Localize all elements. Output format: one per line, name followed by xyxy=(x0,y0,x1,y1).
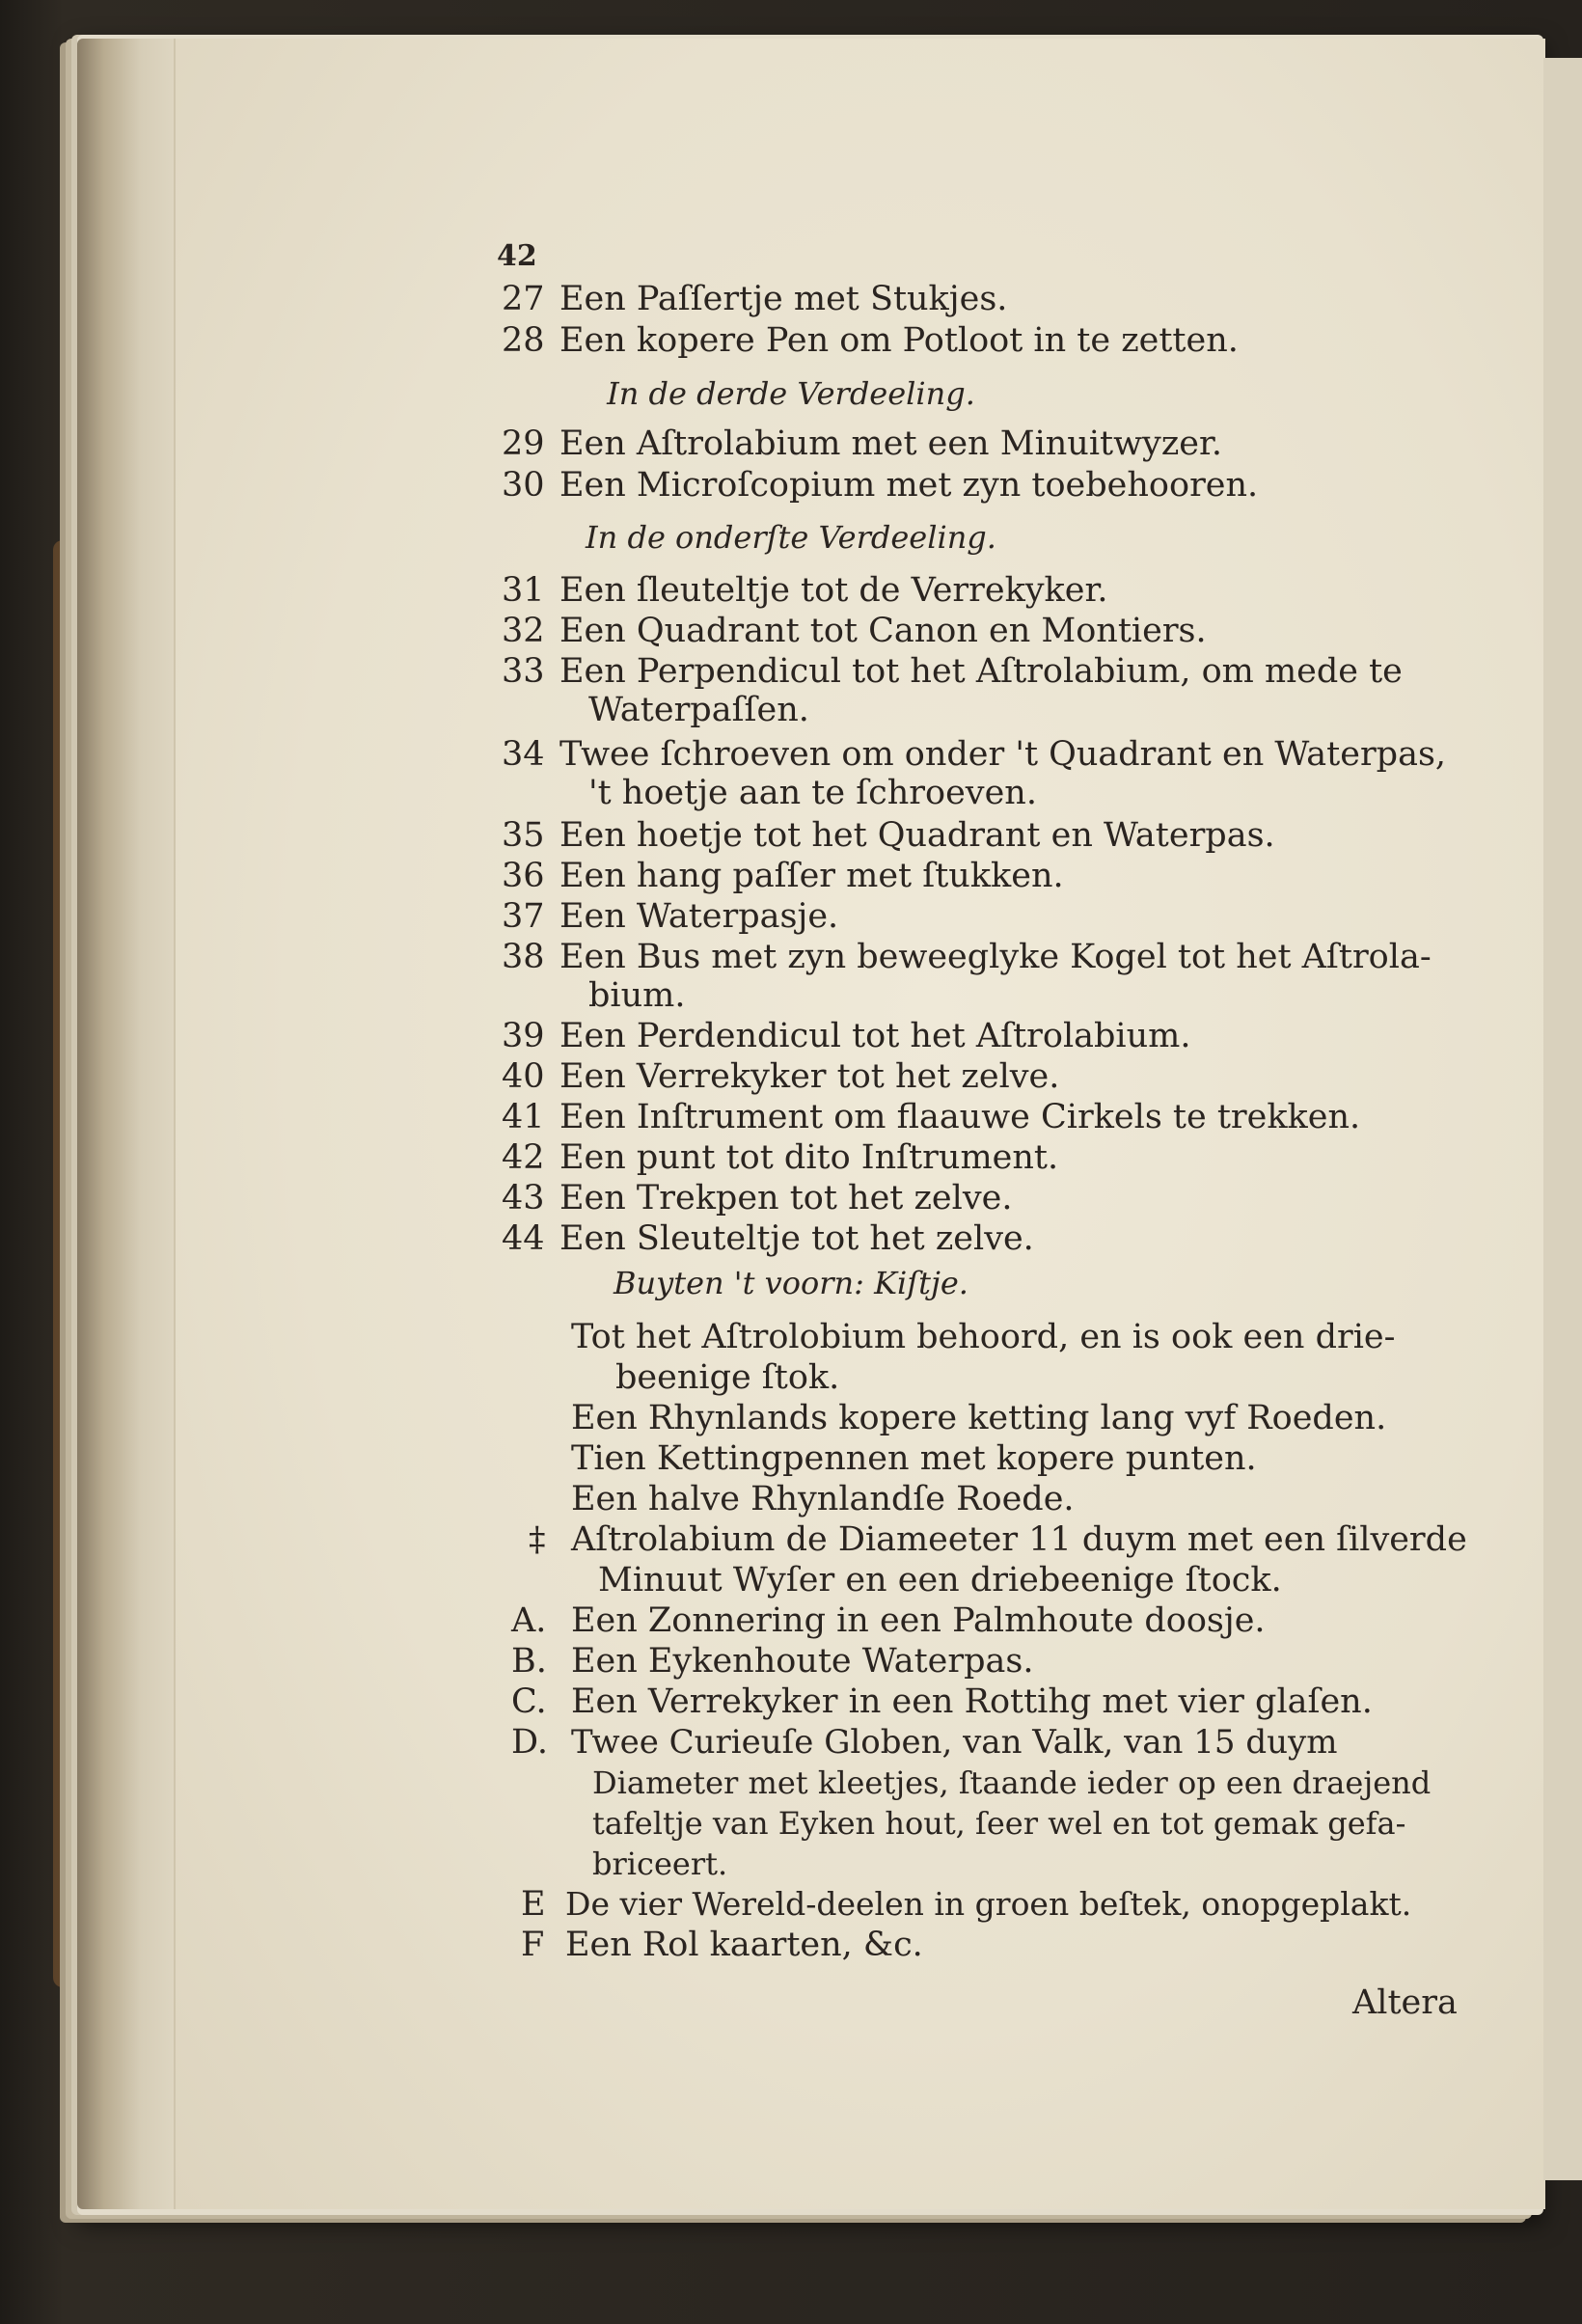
text-line: Tot het Aſtrolobium behoord, en is ook een drie- xyxy=(571,1318,1396,1356)
item-text-continuation: tafeltje van Eyken hout, ſeer wel en tot gemak gefa- xyxy=(592,1805,1406,1842)
item-number: 28 xyxy=(502,321,545,360)
item-text-continuation: bium. xyxy=(588,976,686,1015)
item-text: Een Zonnering in een Palmhoute doosje. xyxy=(571,1601,1266,1640)
item-text: Een Paſſertje met Stukjes. xyxy=(559,280,1008,318)
item-text: Een Waterpasje. xyxy=(559,897,839,936)
item-text: Een Aſtrolabium met een Minuitwyzer. xyxy=(559,424,1222,463)
item-number: 41 xyxy=(502,1098,545,1136)
catchword: Altera xyxy=(1352,1983,1458,2022)
item-text-continuation: 't hoetje aan te ſchroeven. xyxy=(588,774,1037,812)
item-text: De vier Wereld-deelen in groen beſtek, onopgeplakt. xyxy=(565,1885,1412,1923)
item-number: 34 xyxy=(502,735,545,774)
item-mark: E xyxy=(521,1885,546,1924)
item-text: Een kopere Pen om Potloot in te zetten. xyxy=(559,321,1239,360)
item-text: Een Trekpen tot het zelve. xyxy=(559,1179,1013,1217)
item-number: 33 xyxy=(502,652,545,691)
item-text: Een Bus met zyn beweeglyke Kogel tot het Aſtrola- xyxy=(559,938,1432,976)
item-text: Een Rol kaarten, &c. xyxy=(565,1926,923,1964)
text-line: Een halve Rhynlandſe Roede. xyxy=(571,1480,1075,1518)
item-number: 43 xyxy=(502,1179,545,1217)
item-number: 37 xyxy=(502,897,545,936)
item-text: Een ſleuteltje tot de Verrekyker. xyxy=(559,571,1108,610)
item-number: 40 xyxy=(502,1057,545,1096)
item-mark: F xyxy=(521,1926,545,1964)
item-number: 32 xyxy=(502,612,545,650)
item-text: Een punt tot dito Inſtrument. xyxy=(559,1138,1059,1177)
item-text: Twee ſchroeven om onder 't Quadrant en Waterpas, xyxy=(559,735,1447,774)
item-text: Een Quadrant tot Canon en Montiers. xyxy=(559,612,1207,650)
item-text: Een Microſcopium met zyn toebehooren. xyxy=(559,466,1259,505)
item-text: Een Inſtrument om flaauwe Cirkels te trekken. xyxy=(559,1098,1361,1136)
item-text: Een hang paſſer met ſtukken. xyxy=(559,857,1064,895)
item-text-continuation: Minuut Wyſer en een driebeenige ſtock. xyxy=(598,1561,1282,1599)
item-number: 35 xyxy=(502,816,545,855)
item-number: 30 xyxy=(502,466,545,505)
text-line: Een Rhynlands kopere ketting lang vyf Roeden. xyxy=(571,1399,1387,1437)
item-number: 39 xyxy=(502,1017,545,1055)
item-text-continuation: Diameter met kleetjes, ſtaande ieder op een draejend xyxy=(592,1764,1432,1801)
item-text: Een Perdendicul tot het Aſtrolabium. xyxy=(559,1017,1191,1055)
item-text: Aſtrolabium de Diameeter 11 duym met een ſilverde xyxy=(571,1520,1467,1559)
item-text-continuation: briceert. xyxy=(592,1846,728,1882)
item-text: Twee Curieuſe Globen, van Valk, van 15 duym xyxy=(571,1723,1338,1762)
item-number: 38 xyxy=(502,938,545,976)
page-number: 42 xyxy=(497,239,537,273)
item-mark: B. xyxy=(511,1642,547,1681)
section-heading: In de onderſte Verdeeling. xyxy=(586,519,996,556)
section-heading: Buyten 't voorn: Kiſtje. xyxy=(614,1265,968,1301)
item-number: 44 xyxy=(502,1219,545,1258)
item-number: 42 xyxy=(502,1138,545,1177)
text-line: beenige ſtok. xyxy=(615,1358,840,1397)
item-mark: D. xyxy=(511,1723,548,1762)
item-mark: ‡ xyxy=(529,1520,546,1559)
item-text: Een Eykenhoute Waterpas. xyxy=(571,1642,1034,1681)
item-number: 31 xyxy=(502,571,545,610)
item-text: Een Verrekyker in een Rottihg met vier glaſen. xyxy=(571,1682,1373,1721)
item-number: 29 xyxy=(502,424,545,463)
item-mark: A. xyxy=(511,1601,547,1640)
item-mark: C. xyxy=(511,1682,547,1721)
text-line: Tien Kettingpennen met kopere punten. xyxy=(571,1439,1257,1478)
item-text-continuation: Waterpaſſen. xyxy=(588,691,809,729)
item-number: 27 xyxy=(502,280,545,318)
item-text: Een Verrekyker tot het zelve. xyxy=(559,1057,1060,1096)
section-heading: In de derde Verdeeling. xyxy=(607,375,975,412)
item-text: Een Perpendicul tot het Aſtrolabium, om mede te xyxy=(559,652,1403,691)
item-text: Een Sleuteltje tot het zelve. xyxy=(559,1219,1034,1258)
item-text: Een hoetje tot het Quadrant en Waterpas. xyxy=(559,816,1275,855)
binding-gutter xyxy=(77,39,183,2209)
item-number: 36 xyxy=(502,857,545,895)
